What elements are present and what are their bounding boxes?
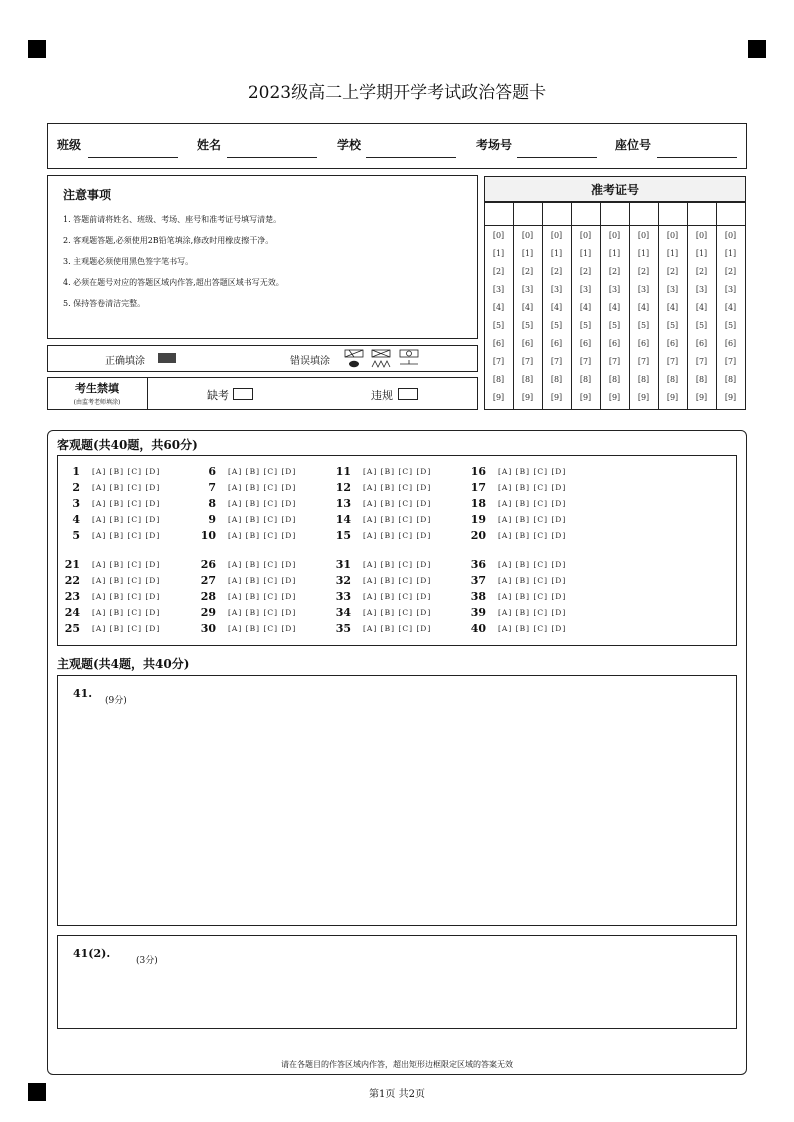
question-number: 39 [470, 606, 486, 619]
question-number: 27 [200, 574, 216, 587]
admission-digit-bubble[interactable]: [8] [492, 375, 505, 384]
question-number: 9 [208, 513, 216, 526]
admission-digit-bubble[interactable]: [5] [695, 321, 708, 330]
admission-write-cell[interactable] [716, 202, 746, 226]
exam-room-field[interactable] [517, 157, 597, 158]
admission-digit-bubble[interactable]: [8] [724, 375, 737, 384]
answer-options[interactable]: [A] [B] [C] [D] [228, 467, 297, 476]
admission-digit-bubble[interactable]: [0] [695, 231, 708, 240]
admission-digit-bubble[interactable]: [4] [724, 303, 737, 312]
answer-options[interactable]: [A] [B] [C] [D] [228, 576, 297, 585]
admission-digit-bubble[interactable]: [8] [608, 375, 621, 384]
answer-options[interactable]: [A] [B] [C] [D] [498, 624, 567, 633]
admission-digit-bubble[interactable]: [1] [492, 249, 505, 258]
admission-digit-bubble[interactable]: [3] [724, 285, 737, 294]
admission-digit-bubble[interactable]: [5] [521, 321, 534, 330]
admission-digit-bubble[interactable]: [2] [724, 267, 737, 276]
admission-digit-bubble[interactable]: [6] [521, 339, 534, 348]
admission-digit-bubble[interactable]: [6] [666, 339, 679, 348]
admission-digit-bubble[interactable]: [1] [550, 249, 563, 258]
q41-points [105, 688, 127, 707]
admission-digit-bubble[interactable]: [3] [550, 285, 563, 294]
admission-write-cell[interactable] [513, 202, 543, 226]
notice-title: 注意事项 [63, 188, 112, 202]
admission-digit-bubble[interactable]: [8] [579, 375, 592, 384]
seat-label: 座位号 [615, 138, 652, 152]
q41b-points-text: (3分) [136, 956, 158, 966]
answer-options[interactable]: [A] [B] [C] [D] [498, 560, 567, 569]
admission-digit-bubble[interactable]: [8] [521, 375, 534, 384]
admission-digit-bubble[interactable]: [9] [492, 393, 505, 402]
q41b-label: 41(2). [73, 947, 111, 960]
correct-fill-swatch [158, 353, 176, 363]
admission-digit-bubble[interactable]: [6] [637, 339, 650, 348]
admission-digit-bubble[interactable]: [9] [521, 393, 534, 402]
admission-digit-bubble[interactable]: [9] [724, 393, 737, 402]
answer-options[interactable]: [A] [B] [C] [D] [363, 592, 432, 601]
admission-digit-bubble[interactable]: [0] [724, 231, 737, 240]
admission-digit-bubble[interactable]: [9] [695, 393, 708, 402]
admission-write-cell[interactable] [658, 202, 688, 226]
admission-digit-bubble[interactable]: [3] [666, 285, 679, 294]
forbidden-subtitle: (由监考老师填涂) [73, 399, 121, 406]
question-number: 22 [64, 574, 80, 587]
question-number: 13 [335, 497, 351, 510]
question-number: 33 [335, 590, 351, 603]
wrong-fill-label: 错误填涂 [290, 356, 330, 367]
answer-options[interactable]: [A] [B] [C] [D] [498, 483, 567, 492]
answer-options[interactable]: [A] [B] [C] [D] [228, 483, 297, 492]
registration-mark-top-left [28, 40, 46, 58]
registration-mark-top-right [748, 40, 766, 58]
admission-digit-bubble[interactable]: [9] [579, 393, 592, 402]
answer-options[interactable]: [A] [B] [C] [D] [498, 592, 567, 601]
admission-digit-bubble[interactable]: [1] [579, 249, 592, 258]
admission-digit-bubble[interactable]: [3] [579, 285, 592, 294]
admission-digit-bubble[interactable]: [1] [666, 249, 679, 258]
answer-options[interactable]: [A] [B] [C] [D] [228, 592, 297, 601]
question-number: 29 [200, 606, 216, 619]
admission-digit-bubble[interactable]: [5] [550, 321, 563, 330]
absent-label: 缺考 [207, 389, 229, 402]
answer-options[interactable]: [A] [B] [C] [D] [92, 467, 161, 476]
admission-digit-bubble[interactable]: [2] [608, 267, 621, 276]
question-number: 3 [72, 497, 80, 510]
question-number: 28 [200, 590, 216, 603]
answer-options[interactable]: [A] [B] [C] [D] [92, 592, 161, 601]
admission-digit-bubble[interactable]: [2] [579, 267, 592, 276]
question-number: 18 [470, 497, 486, 510]
admission-write-cell[interactable] [542, 202, 572, 226]
admission-digit-bubble[interactable]: [9] [666, 393, 679, 402]
footer-note: 请在各题目的作答区域内作答，超出矩形边框限定区域的答案无效 [281, 1060, 513, 1069]
answer-options[interactable]: [A] [B] [C] [D] [363, 531, 432, 540]
answer-options[interactable]: [A] [B] [C] [D] [228, 560, 297, 569]
admission-digit-bubble[interactable]: [7] [579, 357, 592, 366]
answer-options[interactable]: [A] [B] [C] [D] [498, 467, 567, 476]
question-number: 5 [72, 529, 80, 542]
admission-digit-bubble[interactable]: [9] [608, 393, 621, 402]
admission-digit-bubble[interactable]: [1] [724, 249, 737, 258]
seat-field[interactable] [657, 157, 737, 158]
admission-digit-bubble[interactable]: [1] [637, 249, 650, 258]
answer-options[interactable]: [A] [B] [C] [D] [228, 608, 297, 617]
page-number: 第1页 共2页 [369, 1089, 425, 1100]
notice-item: 5. 保持答卷清洁完整。 [63, 299, 146, 308]
admission-digit-bubble[interactable]: [6] [550, 339, 563, 348]
question-number: 7 [208, 481, 216, 494]
admission-digit-bubble[interactable]: [4] [550, 303, 563, 312]
admission-digit-bubble[interactable]: [0] [521, 231, 534, 240]
admission-digit-bubble[interactable]: [7] [666, 357, 679, 366]
admission-digit-bubble[interactable]: [1] [608, 249, 621, 258]
admission-digit-bubble[interactable]: [4] [492, 303, 505, 312]
answer-options[interactable]: [A] [B] [C] [D] [92, 576, 161, 585]
question-number: 26 [200, 558, 216, 571]
admission-number-title: 准考证号 [484, 176, 746, 202]
admission-digit-bubble[interactable]: [3] [608, 285, 621, 294]
admission-digit-bubble[interactable]: [0] [492, 231, 505, 240]
q41-label: 41. [73, 687, 93, 700]
admission-digit-bubble[interactable]: [2] [637, 267, 650, 276]
admission-digit-bubble[interactable]: [2] [550, 267, 563, 276]
answer-options[interactable]: [A] [B] [C] [D] [228, 624, 297, 633]
admission-digit-bubble[interactable]: [3] [695, 285, 708, 294]
admission-digit-bubble[interactable]: [0] [550, 231, 563, 240]
page-title: 2023级高二上学期开学考试政治答题卡 [247, 83, 547, 103]
admission-digit-bubble[interactable]: [4] [608, 303, 621, 312]
admission-digit-bubble[interactable]: [7] [724, 357, 737, 366]
class-field[interactable] [88, 157, 178, 158]
admission-digit-bubble[interactable]: [7] [550, 357, 563, 366]
admission-digit-bubble[interactable]: [3] [492, 285, 505, 294]
admission-digit-bubble[interactable]: [5] [637, 321, 650, 330]
wrong-fill-examples [344, 349, 420, 369]
question-number: 25 [64, 622, 80, 635]
violation-checkbox[interactable] [398, 388, 418, 400]
answer-options[interactable]: [A] [B] [C] [D] [363, 499, 432, 508]
correct-fill-label: 正确填涂 [105, 356, 145, 367]
question-number: 19 [470, 513, 486, 526]
admission-digit-bubble[interactable]: [3] [637, 285, 650, 294]
admission-digit-bubble[interactable]: [0] [637, 231, 650, 240]
admission-digit-bubble[interactable]: [7] [521, 357, 534, 366]
admission-digit-bubble[interactable]: [8] [666, 375, 679, 384]
admission-digit-bubble[interactable]: [7] [695, 357, 708, 366]
class-label: 班级 [57, 138, 82, 152]
admission-digit-bubble[interactable]: [5] [492, 321, 505, 330]
admission-digit-bubble[interactable]: [6] [724, 339, 737, 348]
question-number: 24 [64, 606, 80, 619]
question-number: 4 [72, 513, 80, 526]
notice-item: 4. 必须在题号对应的答题区域内作答,超出答题区域书写无效。 [63, 278, 284, 287]
answer-options[interactable]: [A] [B] [C] [D] [92, 515, 161, 524]
answer-options[interactable]: [A] [B] [C] [D] [92, 499, 161, 508]
admission-digit-bubble[interactable]: [4] [666, 303, 679, 312]
admission-write-cell[interactable] [484, 202, 514, 226]
admission-digit-bubble[interactable]: [8] [550, 375, 563, 384]
answer-options[interactable]: [A] [B] [C] [D] [92, 608, 161, 617]
answer-options[interactable]: [A] [B] [C] [D] [363, 624, 432, 633]
question-number: 2 [72, 481, 80, 494]
admission-digit-bubble[interactable]: [4] [637, 303, 650, 312]
admission-digit-bubble[interactable]: [7] [637, 357, 650, 366]
admission-digit-bubble[interactable]: [9] [637, 393, 650, 402]
admission-digit-bubble[interactable]: [5] [666, 321, 679, 330]
admission-digit-bubble[interactable]: [8] [637, 375, 650, 384]
question-number: 38 [470, 590, 486, 603]
question-number: 35 [335, 622, 351, 635]
admission-digit-bubble[interactable]: [0] [608, 231, 621, 240]
question-number: 15 [335, 529, 351, 542]
admission-digit-bubble[interactable]: [7] [608, 357, 621, 366]
question-number: 30 [200, 622, 216, 635]
question-number: 34 [335, 606, 351, 619]
question-number: 32 [335, 574, 351, 587]
forbidden-title: 考生禁填 [75, 382, 119, 395]
answer-options[interactable]: [A] [B] [C] [D] [498, 608, 567, 617]
admission-digit-bubble[interactable]: [0] [666, 231, 679, 240]
admission-digit-bubble[interactable]: [5] [579, 321, 592, 330]
admission-digit-bubble[interactable]: [2] [695, 267, 708, 276]
exam-room-label: 考场号 [476, 138, 513, 152]
notice-item: 3. 主观题必须使用黑色签字笔书写。 [63, 257, 194, 266]
answer-options[interactable]: [A] [B] [C] [D] [363, 608, 432, 617]
answer-options[interactable]: [A] [B] [C] [D] [92, 531, 161, 540]
q41-points-text: (9分) [105, 696, 127, 706]
admission-digit-bubble[interactable]: [4] [521, 303, 534, 312]
subjective-title: 主观题(共4题，共40分) [57, 657, 190, 671]
question-number: 21 [64, 558, 80, 571]
violation-label: 违规 [371, 389, 393, 402]
question-number: 8 [208, 497, 216, 510]
question-number: 36 [470, 558, 486, 571]
q41-answer-box[interactable] [57, 675, 737, 926]
admission-write-cell[interactable] [687, 202, 717, 226]
answer-options[interactable]: [A] [B] [C] [D] [228, 531, 297, 540]
admission-digit-bubble[interactable]: [6] [579, 339, 592, 348]
admission-digit-bubble[interactable]: [1] [695, 249, 708, 258]
absent-checkbox[interactable] [233, 388, 253, 400]
question-number: 6 [208, 465, 216, 478]
objective-title: 客观题(共40题，共60分) [57, 438, 198, 452]
admission-digit-bubble[interactable]: [0] [579, 231, 592, 240]
notice-item: 1. 答题前请将姓名、班级、考场、座号和准考证号填写清楚。 [63, 215, 282, 224]
q41b-answer-box[interactable] [57, 935, 737, 1029]
forbidden-divider [147, 377, 148, 410]
admission-digit-bubble[interactable]: [6] [695, 339, 708, 348]
answer-options[interactable]: [A] [B] [C] [D] [92, 483, 161, 492]
admission-digit-bubble[interactable]: [5] [724, 321, 737, 330]
question-number: 14 [335, 513, 351, 526]
question-number: 20 [470, 529, 486, 542]
admission-digit-bubble[interactable]: [8] [695, 375, 708, 384]
admission-digit-bubble[interactable]: [6] [492, 339, 505, 348]
answer-options[interactable]: [A] [B] [C] [D] [363, 515, 432, 524]
name-field[interactable] [227, 157, 317, 158]
answer-options[interactable]: [A] [B] [C] [D] [228, 499, 297, 508]
question-number: 11 [335, 465, 351, 478]
question-number: 12 [335, 481, 351, 494]
admission-digit-bubble[interactable]: [3] [521, 285, 534, 294]
answer-options[interactable]: [A] [B] [C] [D] [363, 576, 432, 585]
answer-options[interactable]: [A] [B] [C] [D] [363, 560, 432, 569]
admission-digit-bubble[interactable]: [2] [666, 267, 679, 276]
admission-digit-bubble[interactable]: [7] [492, 357, 505, 366]
question-number: 1 [72, 465, 80, 478]
admission-digit-bubble[interactable]: [2] [492, 267, 505, 276]
q41b-points [136, 948, 158, 967]
admission-digit-bubble[interactable]: [4] [695, 303, 708, 312]
answer-options[interactable]: [A] [B] [C] [D] [498, 576, 567, 585]
question-number: 17 [470, 481, 486, 494]
name-label: 姓名 [197, 138, 222, 152]
admission-digit-bubble[interactable]: [9] [550, 393, 563, 402]
admission-write-cell[interactable] [629, 202, 659, 226]
admission-digit-bubble[interactable]: [2] [521, 267, 534, 276]
answer-options[interactable]: [A] [B] [C] [D] [363, 483, 432, 492]
answer-options[interactable]: [A] [B] [C] [D] [498, 531, 567, 540]
answer-options[interactable]: [A] [B] [C] [D] [498, 499, 567, 508]
admission-digit-bubble[interactable]: [5] [608, 321, 621, 330]
answer-options[interactable]: [A] [B] [C] [D] [363, 467, 432, 476]
question-number: 10 [200, 529, 216, 542]
question-number: 37 [470, 574, 486, 587]
admission-digit-bubble[interactable]: [4] [579, 303, 592, 312]
answer-options[interactable]: [A] [B] [C] [D] [92, 624, 161, 633]
question-number: 40 [470, 622, 486, 635]
admission-write-cell[interactable] [571, 202, 601, 226]
school-field[interactable] [366, 157, 456, 158]
notice-item: 2. 客观题答题,必须使用2B铅笔填涂,修改时用橡皮擦干净。 [63, 236, 274, 245]
question-number: 31 [335, 558, 351, 571]
school-label: 学校 [337, 138, 362, 152]
question-number: 23 [64, 590, 80, 603]
admission-digit-bubble[interactable]: [1] [521, 249, 534, 258]
admission-write-cell[interactable] [600, 202, 630, 226]
question-number: 16 [470, 465, 486, 478]
answer-options[interactable]: [A] [B] [C] [D] [498, 515, 567, 524]
answer-options[interactable]: [A] [B] [C] [D] [228, 515, 297, 524]
answer-options[interactable]: [A] [B] [C] [D] [92, 560, 161, 569]
admission-digit-bubble[interactable]: [6] [608, 339, 621, 348]
